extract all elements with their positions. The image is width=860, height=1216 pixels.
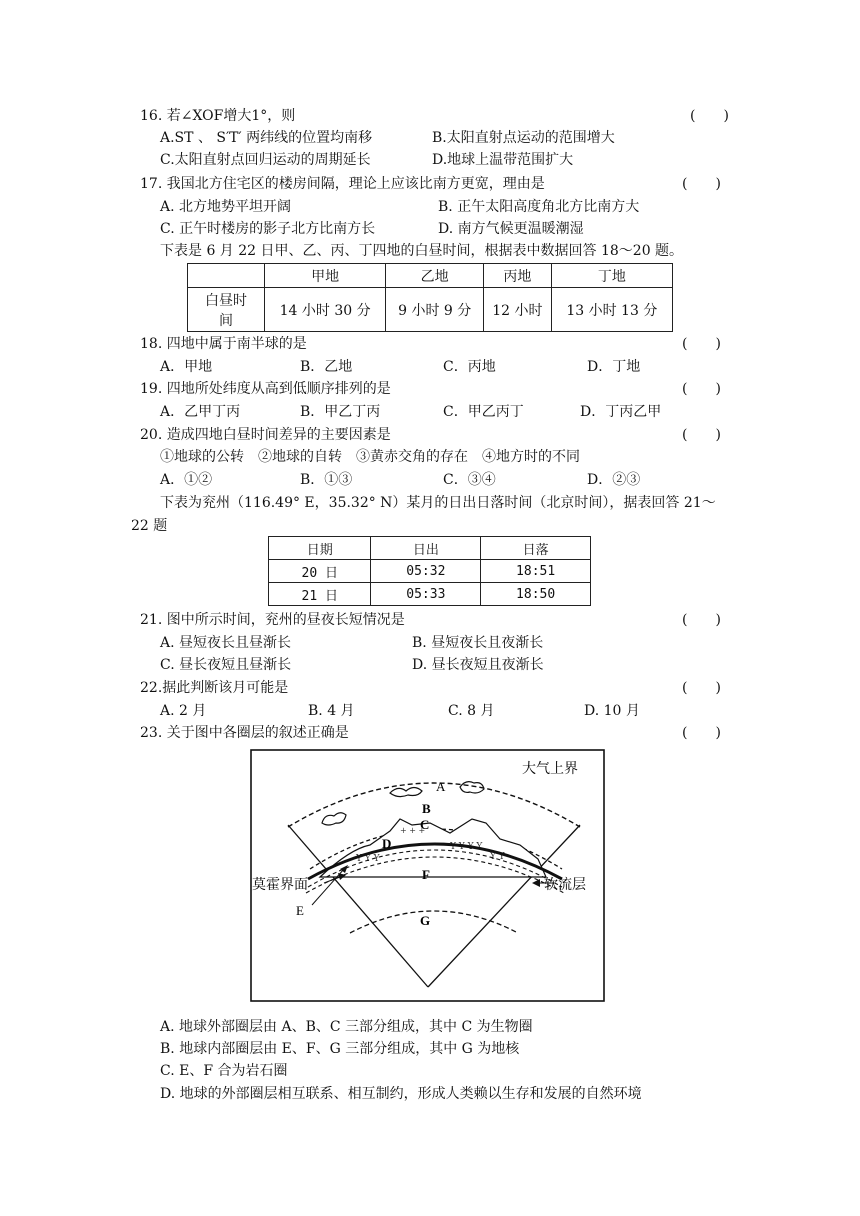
q17-option-a: A. 北方地势平坦开阔 [160, 199, 292, 215]
q22-stem: 22.据此判断该月可能是 [140, 680, 289, 696]
q16-stem: 16. 若∠XOF增大1°，则 [140, 108, 296, 124]
q20-option-a: A．①② [160, 472, 213, 488]
sunrise-table [268, 536, 591, 606]
table-cell: 20 日 [269, 560, 371, 583]
table-header: 甲地 [265, 264, 386, 288]
q19-stem: 19. 四地所处纬度从高到低顺序排列的是 [140, 381, 391, 397]
label-e: E [296, 903, 304, 918]
label-d: D [382, 836, 392, 851]
q17-option-c: C. 正午时楼房的影子北方比南方长 [160, 221, 376, 237]
q19-option-b: B．甲乙丁丙 [300, 404, 381, 420]
q20-option-c: C．③④ [443, 472, 496, 488]
table-cell: 21 日 [269, 583, 371, 606]
q21-stem: 21. 图中所示时间，兖州的昼夜长短情况是 [140, 612, 405, 628]
q16-option-d: D.地球上温带范围扩大 [432, 152, 574, 168]
q22-option-b: B. 4 月 [308, 703, 355, 719]
answer-bracket: ( ) [682, 725, 721, 741]
table-header: 日出 [371, 537, 481, 560]
label-f: F [422, 867, 430, 882]
label-top-atmosphere: 大气上界 [522, 762, 578, 777]
q18-option-a: A．甲地 [160, 359, 213, 375]
answer-bracket: ( ) [690, 108, 729, 124]
table-cell: 05:32 [371, 560, 481, 583]
table-header: 日落 [481, 537, 591, 560]
table-cell: 13 小时 13 分 [551, 288, 672, 332]
q21-option-b: B. 昼短夜长且夜渐长 [412, 635, 544, 651]
q17-option-d: D. 南方气候更温暖潮湿 [438, 221, 584, 237]
row-label: 白昼时 间 [188, 288, 265, 332]
table-cell: 12 小时 [484, 288, 552, 332]
label-b: B [422, 801, 431, 816]
q20-statements: ①地球的公转 ②地球的自转 ③黄赤交角的存在 ④地方时的不同 [160, 449, 580, 465]
q18-option-d: D．丁地 [587, 359, 641, 375]
label-moho: 莫霍界面 [252, 878, 308, 893]
answer-bracket: ( ) [682, 680, 721, 696]
answer-bracket: ( ) [682, 427, 721, 443]
q22-option-a: A. 2 月 [160, 703, 207, 719]
label-g: G [420, 913, 431, 928]
q17-stem: 17. 我国北方住宅区的楼房间隔，理论上应该比南方更宽，理由是 [140, 176, 545, 192]
q21-option-c: C. 昼长夜短且昼渐长 [160, 657, 292, 673]
answer-bracket: ( ) [682, 612, 721, 628]
table2-intro: 下表为兖州（116.49° E，35.32° N）某月的日出日落时间（北京时间），据表回答 21～ [160, 495, 716, 511]
q19-option-d: D．丁丙乙甲 [580, 404, 662, 420]
table-header: 丙地 [484, 264, 552, 288]
svg-text:Y Y Y: Y Y Y [356, 854, 380, 864]
table-cell: 18:51 [481, 560, 591, 583]
q21-option-a: A. 昼短夜长且昼渐长 [160, 635, 292, 651]
q18-option-b: B．乙地 [300, 359, 353, 375]
q16-option-a: A.ST 、 S′T′ 两纬线的位置均南移 [160, 130, 373, 146]
label-c: C [420, 817, 430, 832]
q23-option-a: A. 地球外部圈层由 A、B、C 三部分组成，其中 C 为生物圈 [160, 1019, 533, 1035]
q23-option-c: C. E、F 合为岩石圈 [160, 1063, 288, 1079]
daylight-table [187, 263, 673, 332]
table-cell: 14 小时 30 分 [265, 288, 386, 332]
table-cell: 18:50 [481, 583, 591, 606]
q19-option-a: A．乙甲丁丙 [160, 404, 241, 420]
table-header: 日期 [269, 537, 371, 560]
table-cell [188, 264, 265, 288]
svg-text:Y Y: Y Y [490, 852, 505, 862]
q21-option-d: D. 昼长夜短且夜渐长 [412, 657, 544, 673]
table2-intro-cont: 22 题 [131, 518, 168, 534]
q20-stem: 20. 造成四地白昼时间差异的主要因素是 [140, 427, 391, 443]
table-cell: 9 小时 9 分 [386, 288, 484, 332]
q22-option-d: D. 10 月 [584, 703, 640, 719]
label-a: A [436, 779, 446, 794]
answer-bracket: ( ) [682, 381, 721, 397]
table-cell: 05:33 [371, 583, 481, 606]
q19-option-c: C．甲乙丙丁 [443, 404, 524, 420]
table-header: 乙地 [386, 264, 484, 288]
label-asthenosphere: 软流层 [544, 878, 586, 893]
table-header: 丁地 [551, 264, 672, 288]
q22-option-c: C. 8 月 [448, 703, 495, 719]
q18-option-c: C．丙地 [443, 359, 496, 375]
q23-option-d: D. 地球的外部圈层相互联系、相互制约，形成人类赖以生存和发展的自然环境 [160, 1086, 642, 1102]
q23-stem: 23. 关于图中各圈层的叙述正确是 [140, 725, 349, 741]
svg-text:Y Y Y Y: Y Y Y Y [450, 842, 483, 852]
q17-option-b: B. 正午太阳高度角北方比南方大 [438, 199, 640, 215]
answer-bracket: ( ) [682, 176, 721, 192]
q23-option-b: B. 地球内部圈层由 E、F、G 三部分组成，其中 G 为地核 [160, 1041, 520, 1057]
answer-bracket: ( ) [682, 336, 721, 352]
earth-layers-figure [250, 749, 606, 1003]
table1-intro: 下表是 6 月 22 日甲、乙、丙、丁四地的白昼时间，根据表中数据回答 18～20 题。 [160, 243, 684, 259]
q18-stem: 18. 四地中属于南半球的是 [140, 336, 307, 352]
q16-option-c: C.太阳直射点回归运动的周期延长 [160, 152, 371, 168]
q16-option-b: B.太阳直射点运动的范围增大 [432, 130, 615, 146]
q20-option-d: D．②③ [587, 472, 641, 488]
q20-option-b: B．①③ [300, 472, 353, 488]
svg-text:+ + +: + + + [400, 826, 426, 835]
